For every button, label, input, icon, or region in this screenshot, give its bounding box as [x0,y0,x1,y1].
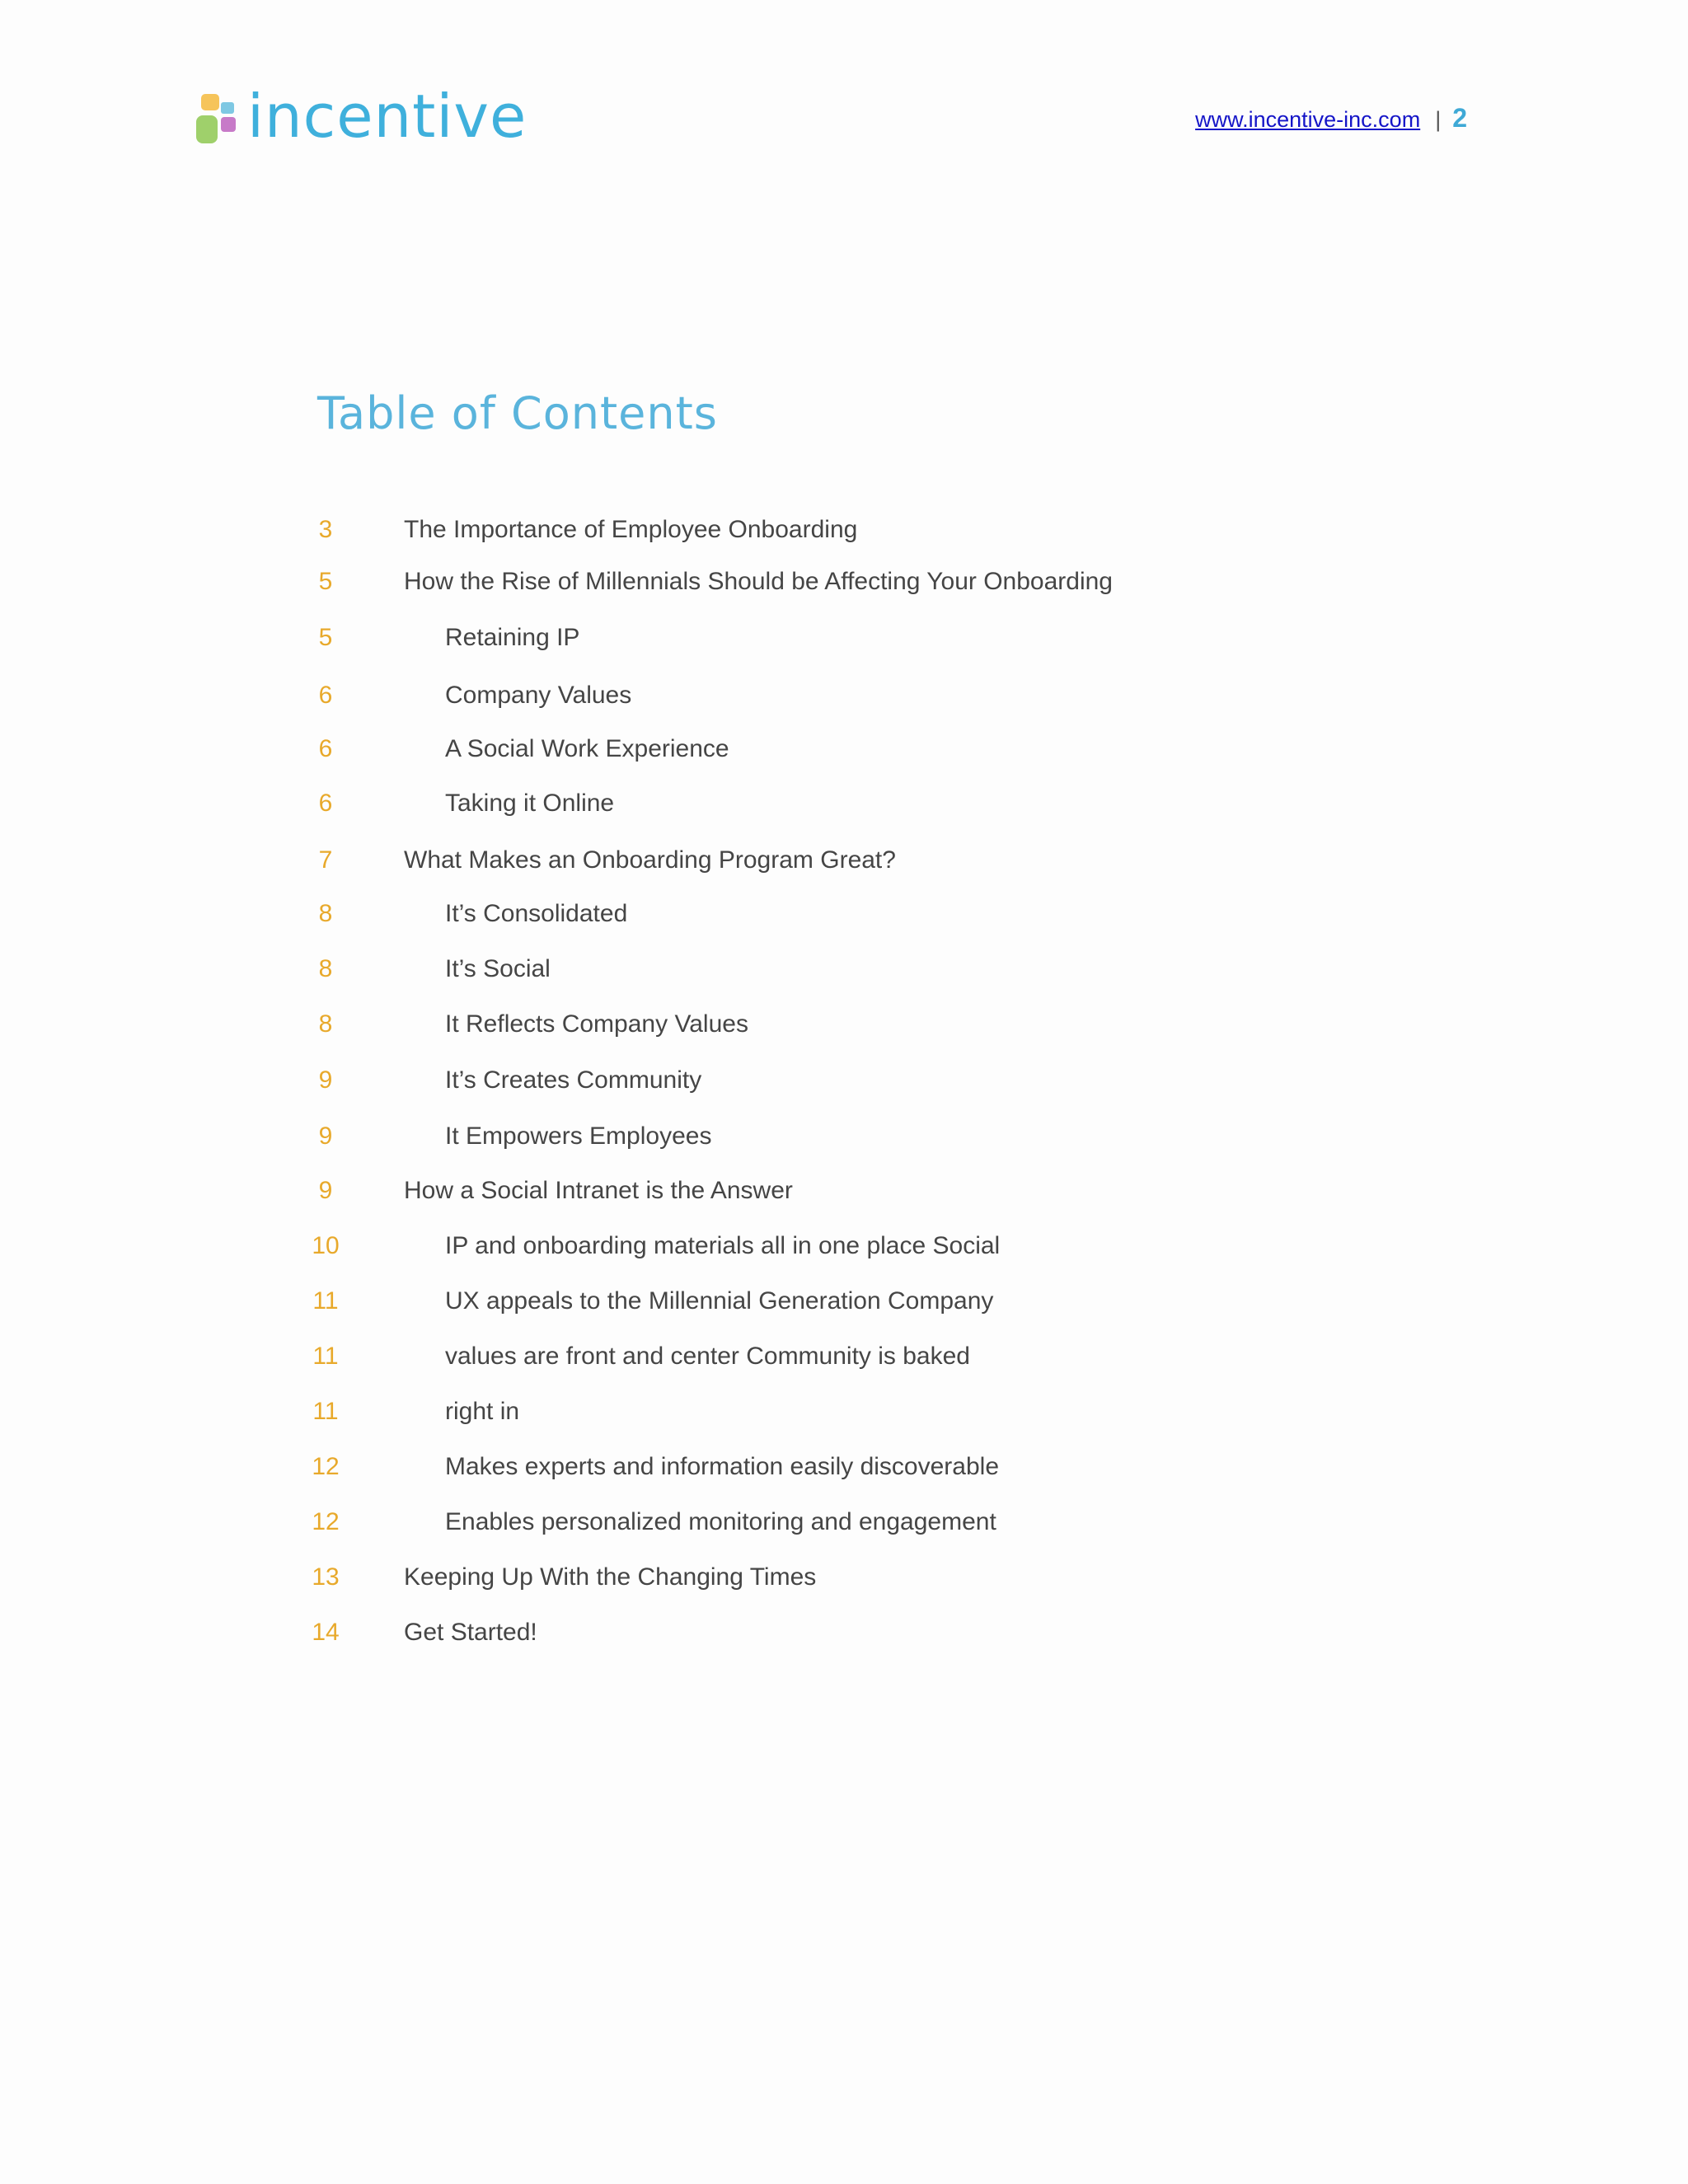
toc-page-number: 10 [312,1232,340,1259]
toc-subentry[interactable] [297,1060,701,1101]
header-separator: | [1435,107,1442,132]
toc-entry-title: It’s Creates Community [445,1066,702,1094]
toc-subentry[interactable] [297,949,551,990]
toc-entry-title: UX appeals to the Millennial Generation Company [445,1287,994,1315]
toc-subentry[interactable] [297,675,631,716]
toc-entry-title: values are front and center Community is baked [445,1343,970,1370]
toc-subentry[interactable] [297,617,579,658]
toc-subentry[interactable] [297,893,627,935]
logo-wordmark: incentive [247,82,528,151]
toc-entry-title: It Empowers Employees [445,1122,712,1150]
toc-entry[interactable] [297,840,896,881]
toc-subentry[interactable] [297,1336,970,1377]
toc-subentry[interactable] [297,1116,711,1157]
toc-entry-title: Taking it Online [445,790,615,817]
toc-page-number: 3 [318,516,333,543]
toc-entry-title: Enables personalized monitoring and engagement [445,1508,996,1535]
toc-subentry[interactable] [297,729,729,770]
toc-entry-title: What Makes an Onboarding Program Great? [404,846,896,874]
toc-page-number: 6 [318,735,333,762]
toc-page-number: 8 [318,955,333,982]
toc-page-number: 9 [318,1122,333,1150]
toc-entry-title: It’s Consolidated [445,900,628,927]
toc-entry-title: Get Started! [404,1619,537,1646]
toc-entry-title: right in [445,1398,520,1425]
toc-subentry[interactable] [297,1391,519,1432]
toc-page-number: 6 [318,682,333,709]
website-link[interactable]: www.incentive-inc.com [1195,107,1421,132]
toc-subentry[interactable] [297,1226,1000,1267]
toc-entry-title: It Reflects Company Values [445,1010,748,1038]
toc-entry[interactable] [297,509,857,551]
toc-entry-title: Keeping Up With the Changing Times [404,1563,817,1591]
toc-page-number: 12 [312,1508,340,1535]
toc-subentry[interactable] [297,1004,748,1045]
toc-entry-title: How a Social Intranet is the Answer [404,1177,793,1204]
toc-page-number: 8 [318,1010,333,1038]
toc-entry-title: Makes experts and information easily discoverable [445,1453,999,1480]
toc-page-number: 5 [318,624,333,651]
toc-entry-title: The Importance of Employee Onboarding [404,516,858,543]
toc-page-number: 5 [318,568,333,595]
toc-subentry[interactable] [297,1281,993,1322]
toc-subentry[interactable] [297,1446,999,1488]
toc-entry-title: How the Rise of Millennials Should be Affecting Your Onboarding [404,568,1113,595]
toc-entry-title: Retaining IP [445,624,580,651]
toc-page-number: 13 [312,1563,340,1591]
page-title: Table of Contents [317,387,718,439]
toc-entry[interactable] [297,561,1113,602]
toc-page-number: 12 [312,1453,340,1480]
page-number: 2 [1452,103,1467,133]
toc-page-number: 11 [312,1398,339,1425]
toc-entry-title: Company Values [445,682,632,709]
toc-entry[interactable] [297,1612,537,1653]
toc-page-number: 8 [318,900,333,927]
toc-page-number: 6 [318,790,333,817]
toc-entry[interactable] [297,1557,816,1598]
toc-page-number: 7 [318,846,333,874]
toc-page-number: 9 [318,1177,333,1204]
toc-page-number: 9 [318,1066,333,1094]
toc-entry[interactable] [297,1170,793,1212]
toc-subentry[interactable] [297,1502,996,1543]
toc-entry-title: It’s Social [445,955,551,982]
toc-page-number: 11 [312,1343,339,1370]
toc-page-number: 14 [312,1619,340,1646]
toc-entry-title: A Social Work Experience [445,735,729,762]
toc-entry-title: IP and onboarding materials all in one place Social [445,1232,1001,1259]
toc-page-number: 11 [312,1287,339,1315]
toc-subentry[interactable] [297,783,614,824]
